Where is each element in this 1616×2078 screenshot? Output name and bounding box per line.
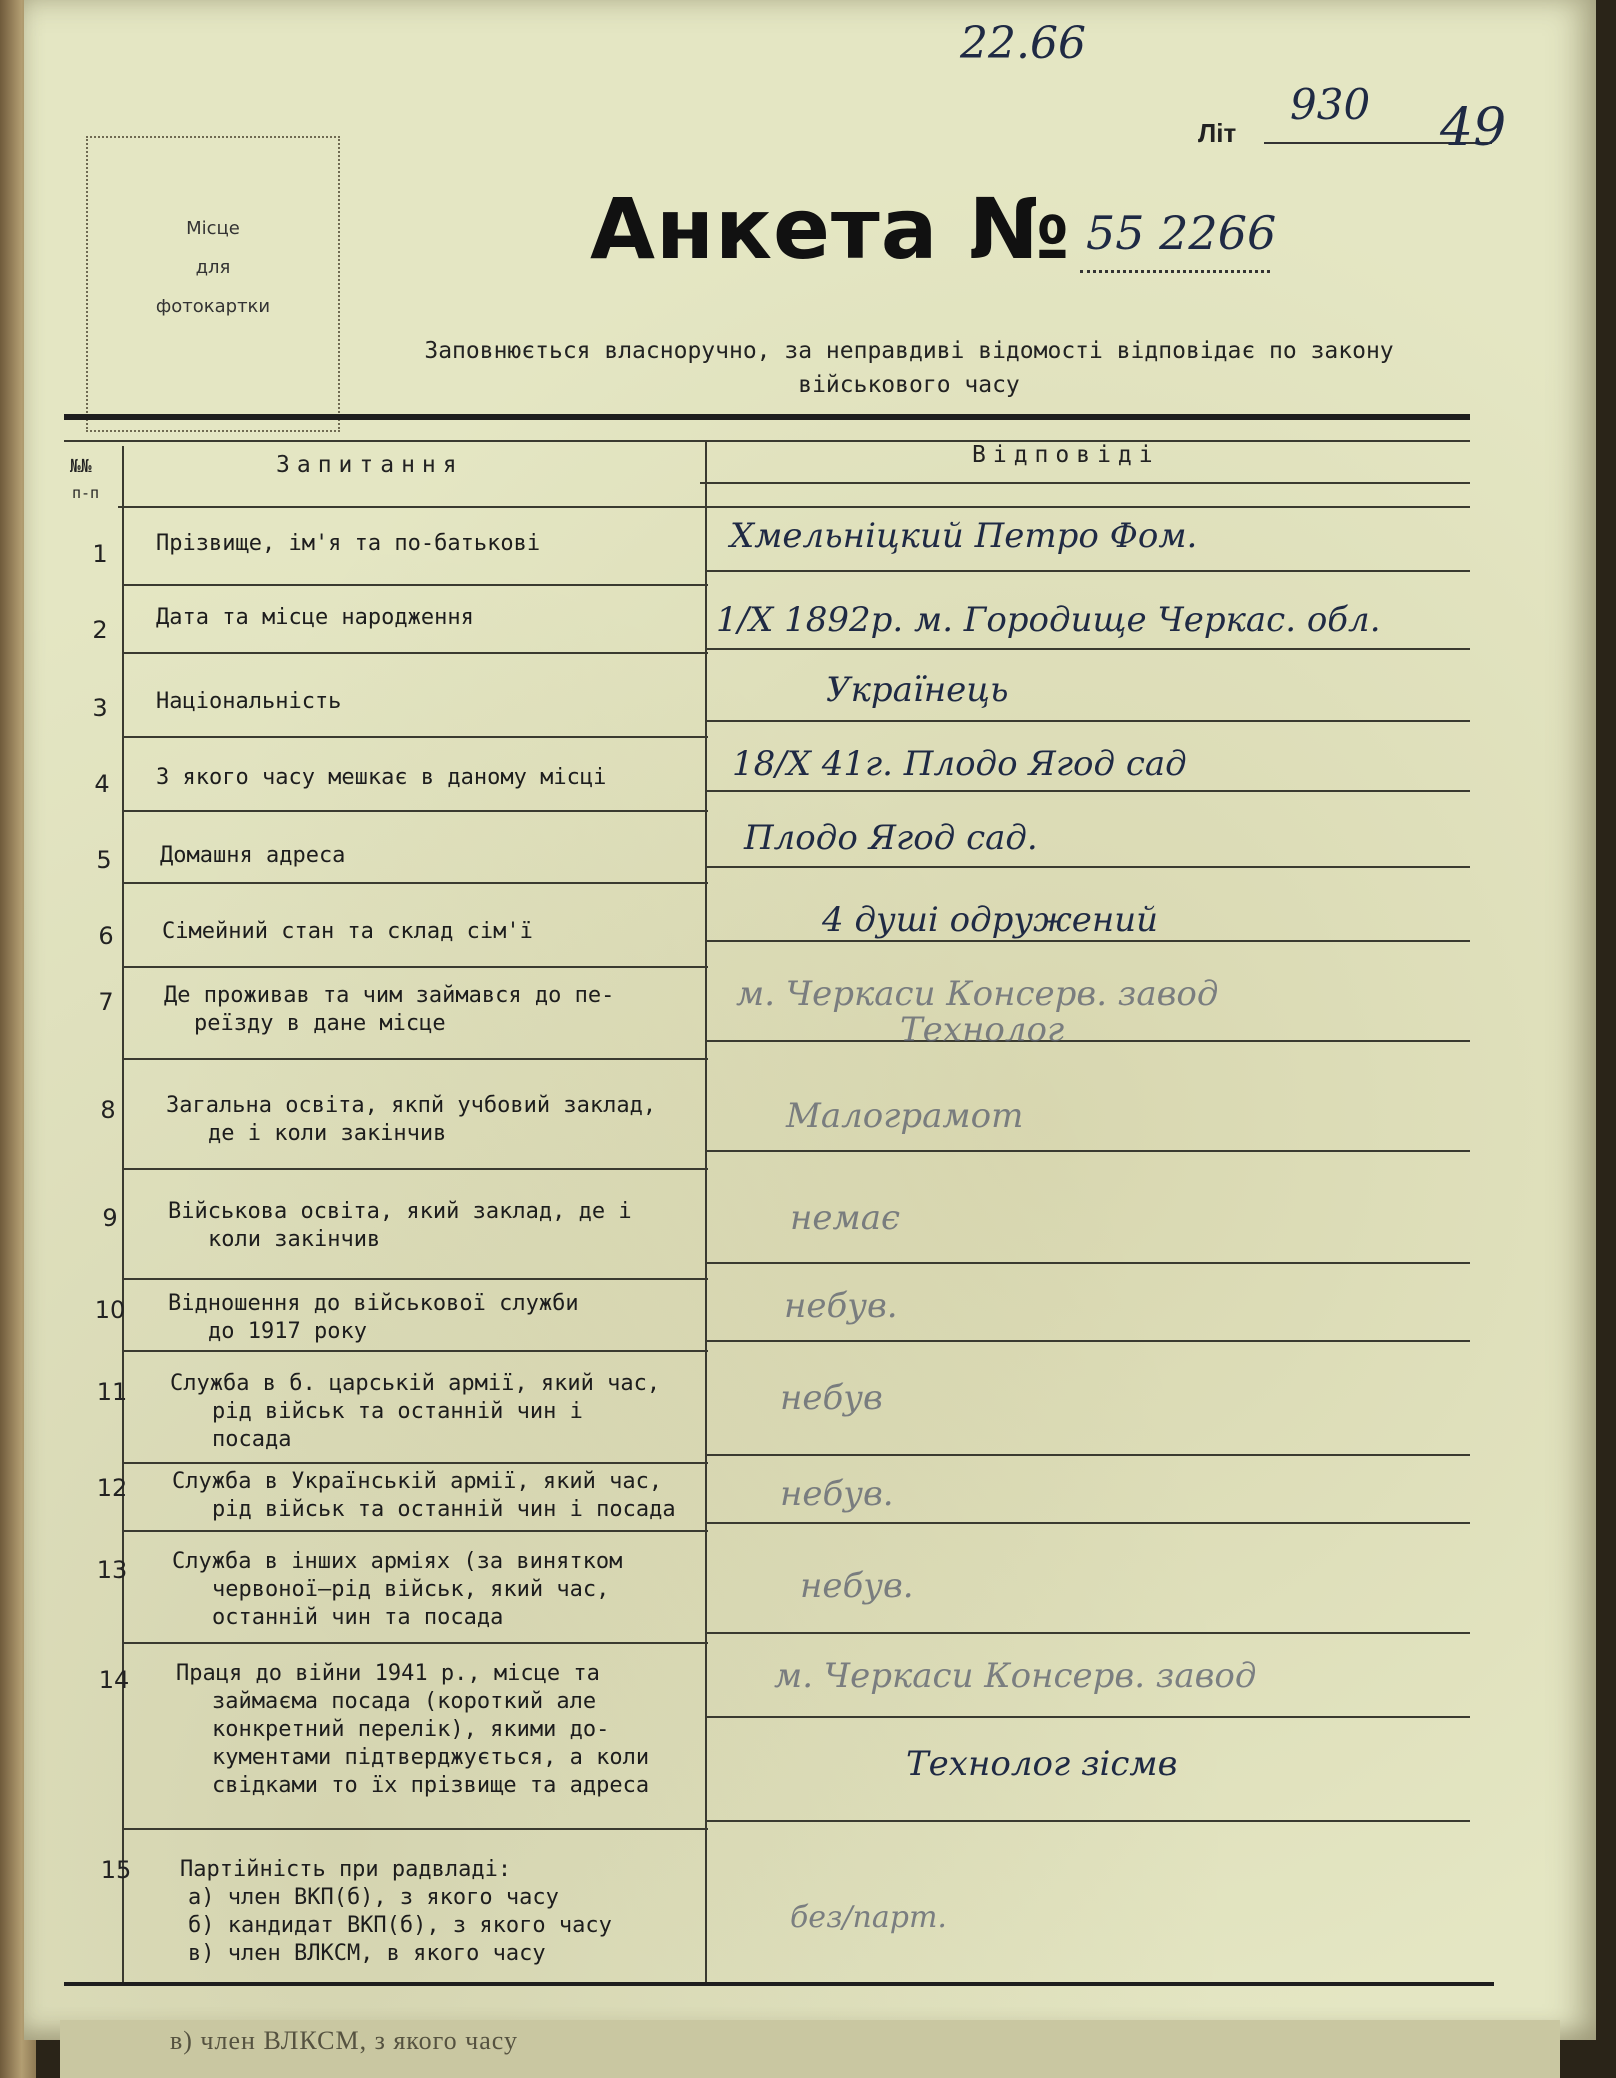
row-number: 8 [100, 1096, 116, 1124]
answer-line [706, 1716, 1470, 1718]
answer-text: 4 душі одружений [822, 900, 1159, 940]
answer-text-line2: Технолог зісмв [906, 1744, 1178, 1784]
question-text: Прізвище, ім'я та по-батькові [156, 531, 541, 556]
under-page-text: в) член ВЛКСМ, з якого часу [170, 2026, 518, 2055]
answer-line [706, 1150, 1470, 1152]
header-top-line [64, 440, 1470, 442]
table-bottom-rule [64, 1982, 1494, 1986]
answer-text: небув. [800, 1566, 914, 1606]
answer-line [706, 648, 1470, 650]
question-text: Відношення до військової служби до 1917 року [168, 1291, 579, 1344]
row-separator [122, 966, 708, 968]
row-number: 6 [98, 922, 114, 950]
answer-text: Плодо Ягод сад. [744, 818, 1038, 858]
question-text: З якого часу мешкає в даному місці [156, 765, 607, 790]
table-top-rule [64, 414, 1470, 420]
question-text: Служба в Українській армії, який час, рід військ та останній чин і посада [172, 1469, 676, 1522]
under-page-strip [60, 2020, 1560, 2078]
answer-line [706, 790, 1470, 792]
row-number: 3 [92, 694, 108, 722]
row-number: 4 [94, 770, 110, 798]
photo-label-line2: для [195, 257, 231, 278]
row-separator [122, 1278, 708, 1280]
answer-line [706, 1340, 1470, 1342]
question-text: Домашня адреса [160, 843, 346, 868]
photo-placeholder [86, 136, 340, 432]
answer-text: без/парт. [790, 1900, 947, 1935]
answer-text: Малограмот [786, 1096, 1024, 1136]
page-number: 49 [1440, 98, 1507, 158]
row-number: 12 [96, 1474, 128, 1502]
row-number: 13 [96, 1556, 128, 1584]
question-text: Праця до війни 1941 р., місце та займаєма посада (короткий але конкретний перелік), якими до- кументами підтверджується, а коли свідками то їх прізвище та адреса [176, 1661, 650, 1798]
header-question: Запитання [276, 452, 464, 478]
header-bottom-line [118, 506, 1470, 508]
row-number: 15 [100, 1856, 132, 1884]
answer-line [706, 720, 1470, 722]
question-text: Національність [156, 689, 342, 714]
answer-text: немає [790, 1198, 901, 1238]
answer-line [706, 1262, 1470, 1264]
header-num: №№ [70, 456, 92, 477]
page-title: Анкета № [590, 180, 1071, 278]
answer-line [706, 1522, 1470, 1524]
row-separator [122, 810, 708, 812]
question-text: Де проживав та чим займався до пе- реїзду в дане місце [164, 983, 615, 1036]
row-number: 10 [94, 1296, 126, 1324]
row-number: 9 [102, 1204, 118, 1232]
photo-label-line1: Місце [186, 218, 240, 239]
row-separator [122, 1530, 708, 1532]
row-separator [122, 1168, 708, 1170]
row-separator [122, 1642, 708, 1644]
subtitle [374, 334, 1444, 402]
form-number: 55 2266 [1086, 206, 1277, 260]
question-text: Служба в б. царській армії, який час, рід військ та останній чин і посада [170, 1371, 661, 1452]
question-text: Сімейний стан та склад сім'ї [162, 919, 533, 944]
answer-line [706, 570, 1470, 572]
question-text: Служба в інших арміях (за винятком червоної—рід військ, який час, останній чин та посада [172, 1549, 623, 1630]
answer-text: 1/X 1892р. м. Городище Черкас. обл. [716, 600, 1381, 640]
answer-text: м. Черкаси Консерв. завод [774, 1656, 1257, 1696]
answer-line [706, 866, 1470, 868]
question-text: Військова освіта, який заклад, де і коли закінчив [168, 1199, 632, 1252]
header-mid-line [700, 482, 1470, 484]
answer-line [706, 1632, 1470, 1634]
row-separator [122, 584, 708, 586]
row-separator [122, 1058, 708, 1060]
answer-line [706, 1040, 1470, 1042]
form-number-underline [1080, 270, 1270, 273]
answer-line [706, 940, 1470, 942]
answer-text-line2: Технолог [900, 1010, 1065, 1050]
answer-text: небув [780, 1378, 883, 1418]
row-number: 11 [96, 1378, 128, 1406]
header-answer: Відповіді [972, 442, 1160, 468]
row-number: 7 [98, 988, 114, 1016]
answer-text: м. Черкаси Консерв. завод [736, 974, 1219, 1014]
answer-text: Хмельніцкий Петро Фом. [730, 516, 1198, 556]
row-separator [122, 1828, 708, 1830]
answer-text: 18/X 41г. Плодо Ягод сад [732, 744, 1187, 784]
answer-text: Українець [826, 670, 1009, 710]
question-text: Загальна освіта, якпй учбовий заклад, де і коли закінчив [166, 1093, 657, 1146]
answer-line [706, 1454, 1470, 1456]
header-num2: п-п [72, 484, 100, 502]
answer-column-divider [705, 440, 707, 1986]
row-separator [122, 882, 708, 884]
lit-value: 930 [1290, 80, 1371, 129]
answer-text: небув. [784, 1286, 898, 1326]
subtitle-line2: військового часу [798, 372, 1020, 398]
answer-text: небув. [780, 1474, 894, 1514]
question-text: Дата та місце народження [156, 605, 474, 630]
question-text: Партійність при радвладі: а) член ВКП(б), з якого часу б) кандидат ВКП(б), з якого часу в) член ВЛКСМ, в якого часу [180, 1857, 612, 1966]
row-separator [122, 736, 708, 738]
row-separator [122, 1350, 708, 1352]
row-number: 5 [96, 846, 112, 874]
lit-label: Літ [1198, 118, 1237, 148]
row-number: 14 [98, 1666, 130, 1694]
subtitle-line1: Заповнюється власноручно, за неправдиві відомості відповідає по закону [424, 338, 1394, 364]
row-number: 1 [92, 540, 108, 568]
row-separator [122, 1462, 708, 1464]
photo-label-line3: фотокартки [155, 296, 271, 317]
row-number: 2 [92, 616, 108, 644]
archive-number: 22.66 [960, 18, 1086, 69]
row-separator [122, 652, 708, 654]
answer-line [706, 1820, 1470, 1822]
